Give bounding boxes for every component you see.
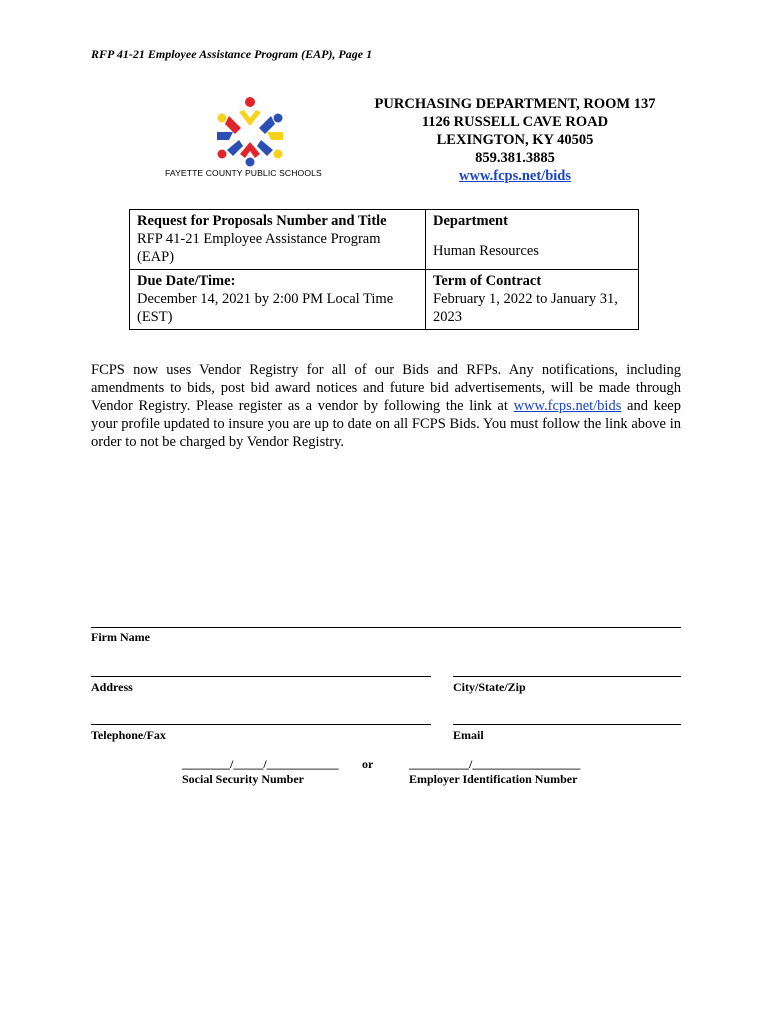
due-date-value: December 14, 2021 by 2:00 PM Local Time (EST) [137, 291, 394, 325]
rfp-title-value: RFP 41-21 Employee Assistance Program (EAP) [137, 231, 381, 265]
rfp-info-table [129, 209, 639, 330]
address-line-2: 1126 RUSSELL CAVE ROAD [421, 114, 609, 130]
vendor-info-form [91, 620, 681, 820]
notice-text-start: FCPS now uses Vendor Registry for all of our Bids and RFPs. Any notifications, including amendments to bids, post bid award notices and future bid advertisements, will be made through Vendor Registry. Please register as a vendor by following the link at [91, 362, 681, 414]
address-label: Address [91, 680, 133, 694]
phone-number: 859.381.3885 [475, 150, 555, 166]
city-state-zip-label: City/State/Zip [453, 680, 526, 694]
notice-text-end: and keep your profile updated to insure you are up to date on all FCPS Bids. You must follow the link above in order to not be charged by Vendor Registry. [91, 398, 681, 450]
firm-name-label: Firm Name [91, 630, 150, 644]
ssn-label: Social Security Number [182, 772, 304, 786]
website-link[interactable]: www.fcps.net/bids [459, 168, 571, 184]
email-label: Email [453, 728, 484, 742]
vendor-registry-notice [91, 361, 681, 451]
due-date-cell [130, 270, 426, 330]
firm-name-line[interactable] [91, 627, 681, 628]
fcps-logo-icon [213, 96, 287, 168]
address-line[interactable] [91, 676, 431, 677]
rfp-title-cell [130, 210, 426, 270]
due-date-label: Due Date/Time: [137, 273, 236, 289]
contract-term-cell [426, 270, 639, 330]
address-line-3: LEXINGTON, KY 40505 [436, 132, 594, 148]
department-label: Department [433, 213, 508, 229]
city-state-zip-line[interactable] [453, 676, 681, 677]
or-label: or [362, 757, 374, 771]
rfp-title-label: Request for Proposals Number and Title [137, 213, 387, 229]
department-value: Human Resources [433, 243, 539, 259]
address-line-1: PURCHASING DEPARTMENT, ROOM 137 [374, 96, 656, 112]
notice-bids-link[interactable]: www.fcps.net/bids [513, 398, 622, 414]
department-cell [426, 210, 639, 270]
ssn-field[interactable]: ________/_____/____________ [182, 757, 339, 771]
fcps-logo [165, 96, 335, 182]
contract-term-label: Term of Contract [433, 273, 542, 289]
email-line[interactable] [453, 724, 681, 725]
logo-caption: FAYETTE COUNTY PUBLIC SCHOOLS [165, 168, 322, 178]
telephone-label: Telephone/Fax [91, 728, 166, 742]
purchasing-address [340, 95, 690, 185]
contract-term-value: February 1, 2022 to January 31, 2023 [433, 291, 618, 325]
ein-field[interactable]: __________/__________________ [409, 757, 581, 771]
ein-label: Employer Identification Number [409, 772, 578, 786]
telephone-line[interactable] [91, 724, 431, 725]
running-header: RFP 41-21 Employee Assistance Program (EAP), Page 1 [91, 47, 373, 61]
